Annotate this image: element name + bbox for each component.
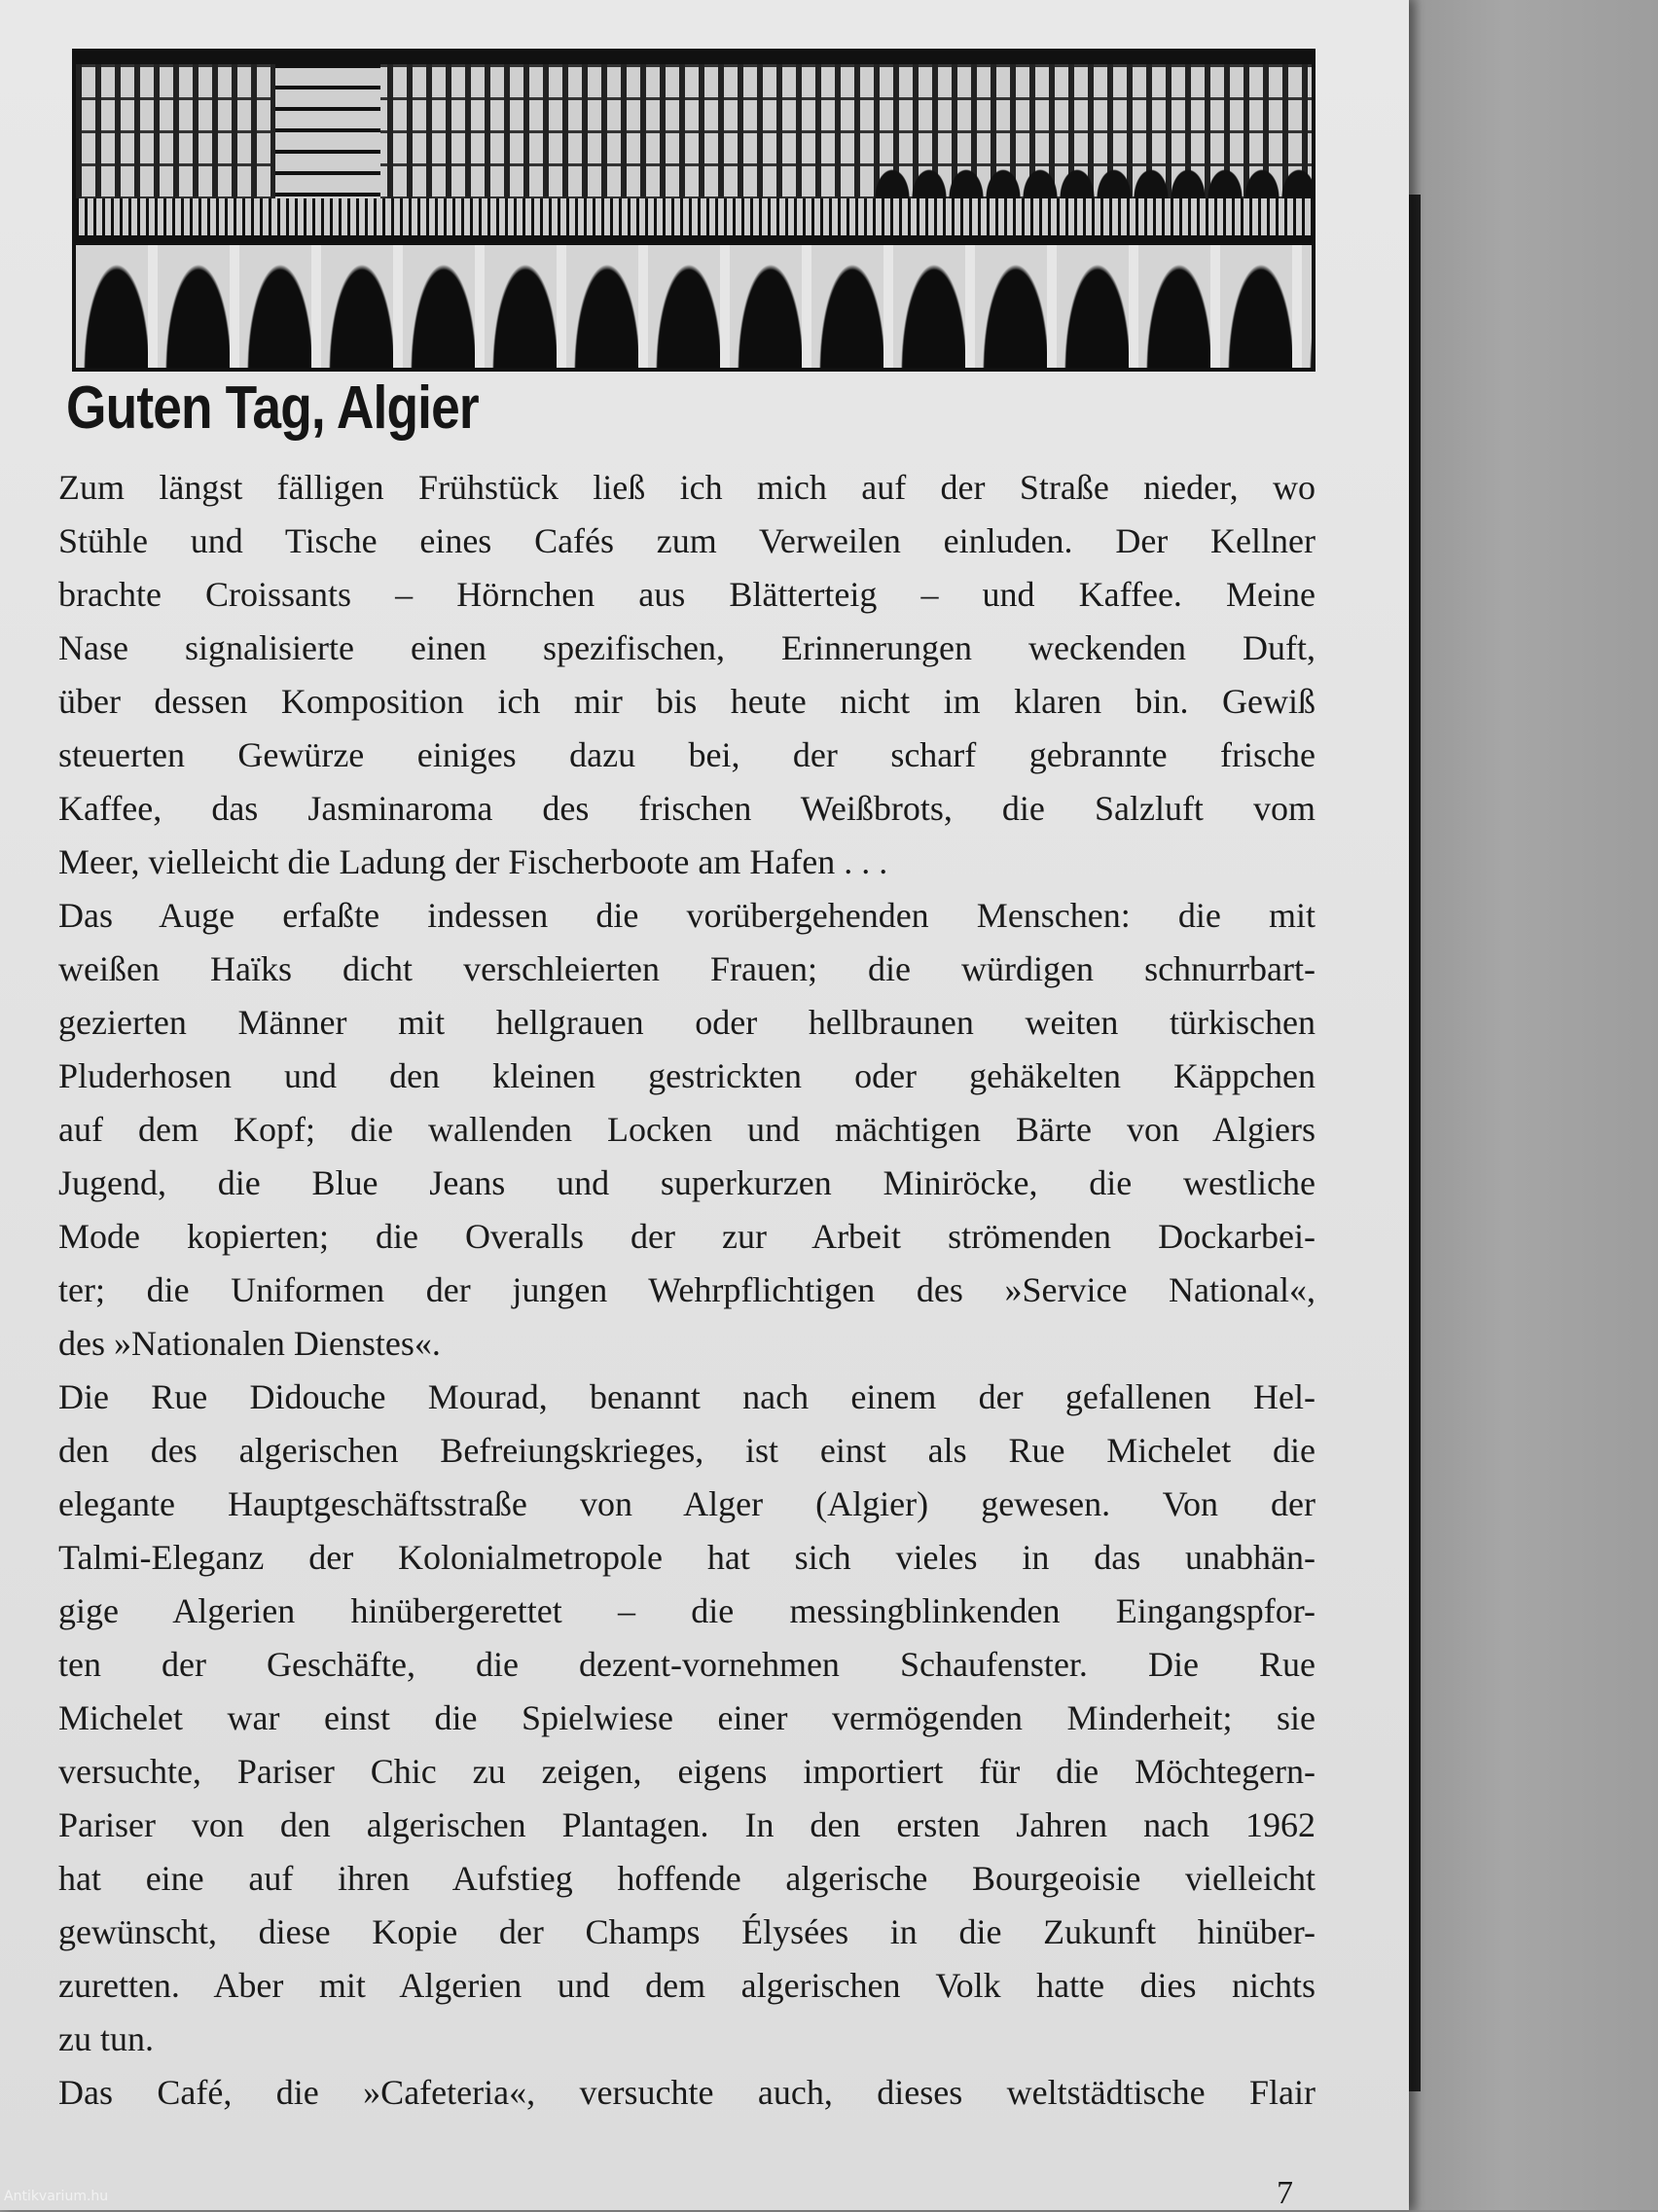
text-line: Pluderhosen und den kleinen gestrickten oder gehäkelten Käppchen: [58, 1056, 1316, 1095]
text-line: Kaffee, das Jasminaroma des frischen Weißbrots, die Salzluft vom: [58, 789, 1316, 828]
text-line: gewünscht, diese Kopie der Champs Élysées in die Zukunft hinüber-: [58, 1912, 1316, 1951]
text-line: hat eine auf ihren Aufstieg hoffende algerische Bourgeoisie vielleicht: [58, 1859, 1316, 1898]
text-line: den des algerischen Befreiungskrieges, ist einst als Rue Michelet die: [58, 1431, 1316, 1470]
watermark: Antikvarium.hu: [4, 2189, 109, 2204]
header-illustration: [72, 49, 1316, 372]
background-surface: [1401, 0, 1658, 2210]
text-line: Meer, vielleicht die Ladung der Fischerboote am Hafen . . .: [58, 842, 888, 881]
text-line: Michelet war einst die Spielwiese einer vermögenden Minderheit; sie: [58, 1698, 1316, 1737]
text-line: weißen Haïks dicht verschleierten Frauen; die würdigen schnurrbart-: [58, 949, 1316, 988]
text-line: Die Rue Didouche Mourad, benannt nach einem der gefallenen Hel-: [58, 1377, 1316, 1416]
page-number: 7: [1277, 2175, 1293, 2211]
text-line: Zum längst fälligen Frühstück ließ ich mich auf der Straße nieder, wo: [58, 468, 1316, 507]
text-line: gezierten Männer mit hellgrauen oder hellbraunen weiten türkischen: [58, 1003, 1316, 1042]
text-line: Talmi-Eleganz der Kolonialmetropole hat sich vieles in das unabhän-: [58, 1538, 1316, 1577]
text-line: ten der Geschäfte, die dezent-vornehmen Schaufenster. Die Rue: [58, 1645, 1316, 1684]
text-line: Nase signalisierte einen spezifischen, Erinnerungen weckenden Duft,: [58, 628, 1316, 667]
text-line: zuretten. Aber mit Algerien und dem algerischen Volk hatte dies nichts: [58, 1966, 1316, 2005]
text-line: über dessen Komposition ich mir bis heute nicht im klaren bin. Gewiß: [58, 682, 1316, 721]
text-line: auf dem Kopf; die wallenden Locken und mächtigen Bärte von Algiers: [58, 1110, 1316, 1149]
text-line: Mode kopierten; die Overalls der zur Arbeit strömenden Dockarbei-: [58, 1217, 1316, 1256]
text-line: ter; die Uniformen der jungen Wehrpflichtigen des »Service National«,: [58, 1270, 1316, 1309]
chapter-title: Guten Tag, Algier: [66, 375, 479, 442]
body-text: [58, 461, 1316, 2120]
text-line: elegante Hauptgeschäftsstraße von Alger (Algier) gewesen. Von der: [58, 1484, 1316, 1523]
text-line: des »Nationalen Dienstes«.: [58, 1324, 441, 1363]
text-line: steuerten Gewürze einiges dazu bei, der scharf gebrannte frische: [58, 735, 1316, 774]
text-line: Das Auge erfaßte indessen die vorübergehenden Menschen: die mit: [58, 896, 1316, 935]
text-line: Jugend, die Blue Jeans und superkurzen Miniröcke, die westliche: [58, 1163, 1316, 1202]
text-line: zu tun.: [58, 2019, 154, 2058]
text-line: Stühle und Tische eines Cafés zum Verweilen einluden. Der Kellner: [58, 521, 1316, 560]
text-line: Pariser von den algerischen Plantagen. In den ersten Jahren nach 1962: [58, 1805, 1316, 1844]
text-line: Das Café, die »Cafeteria«, versuchte auch, dieses weltstädtische Flair: [58, 2073, 1316, 2112]
text-line: versuchte, Pariser Chic zu zeigen, eigens importiert für die Möchtegern-: [58, 1752, 1316, 1791]
text-line: gige Algerien hinübergerettet – die messingblinkenden Eingangspfor-: [58, 1591, 1316, 1630]
text-line: brachte Croissants – Hörnchen aus Blätterteig – und Kaffee. Meine: [58, 575, 1316, 614]
